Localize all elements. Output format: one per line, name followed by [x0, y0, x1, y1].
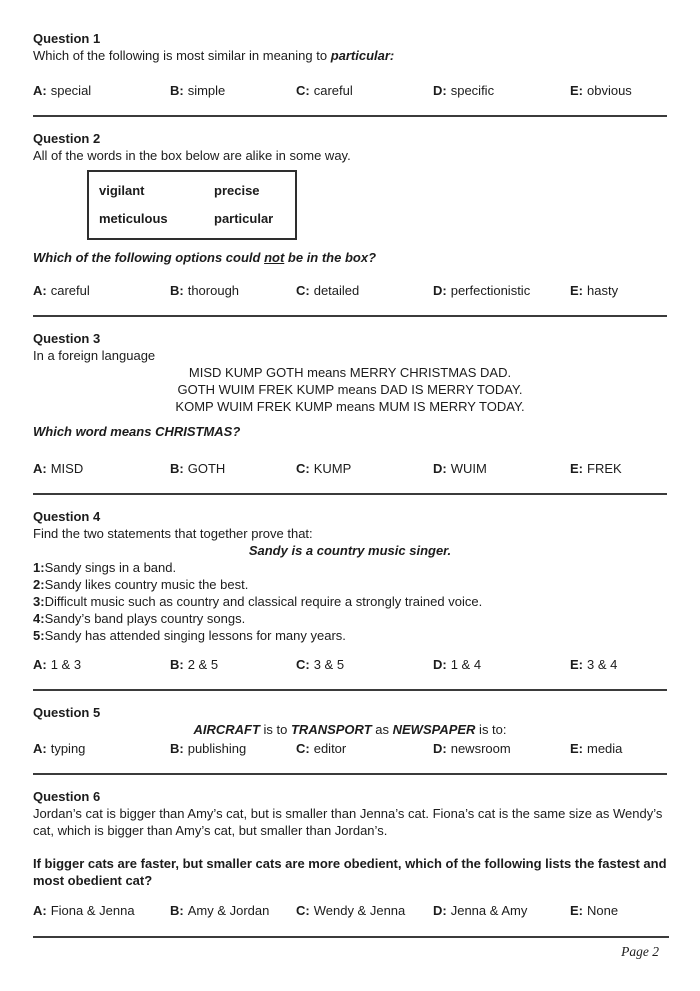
question-6 [33, 788, 667, 919]
question-2 [33, 130, 667, 317]
option-e: E: None [570, 903, 619, 918]
option-b: B: GOTH [170, 461, 226, 476]
question-2-options [33, 282, 667, 299]
box-word: precise [214, 183, 260, 198]
option-c: C: Wendy & Jenna [296, 903, 406, 918]
question-3-options [33, 460, 667, 477]
option-e: E: FREK [570, 461, 622, 476]
question-3-title: Question 3 [33, 331, 101, 346]
option-a: A: 1 & 3 [33, 657, 82, 672]
statement-4: 4:Sandy’s band plays country songs. [33, 611, 246, 626]
box-word: meticulous [99, 211, 168, 226]
underlined-word: not [264, 250, 285, 265]
option-d: D: Jenna & Amy [433, 903, 528, 918]
question-6-paragraph: Jordan’s cat is bigger than Amy’s cat, but is smaller than Jenna’s cat. Fiona’s cat is the same size as Wendy’s cat, which is bigger than Amy’s cat, but smaller than Jordan’s. [33, 806, 663, 838]
question-1 [33, 30, 667, 117]
language-clue: MISD KUMP GOTH means MERRY CHRISTMAS DAD. [188, 365, 512, 380]
language-clue: KOMP WUIM FREK KUMP means MUM IS MERRY TODAY. [175, 399, 525, 414]
option-c: C: editor [296, 741, 347, 756]
statement-2: 2:Sandy likes country music the best. [33, 577, 249, 592]
option-a: A: special [33, 83, 92, 98]
question-6-options [33, 902, 667, 919]
box-word: vigilant [99, 183, 145, 198]
option-c: C: careful [296, 83, 353, 98]
page-footer [33, 936, 669, 960]
option-e: E: hasty [570, 283, 619, 298]
option-e: E: obvious [570, 83, 632, 98]
question-5 [33, 704, 667, 775]
option-a: A: careful [33, 283, 90, 298]
question-6-title: Question 6 [33, 789, 101, 804]
option-a: A: MISD [33, 461, 84, 476]
question-6-question: If bigger cats are faster, but smaller cats are more obedient, which of the following lists the fastest and most obedient cat? [33, 856, 667, 888]
option-d: D: perfectionistic [433, 283, 531, 298]
question-2-title: Question 2 [33, 131, 101, 146]
option-a: A: typing [33, 741, 86, 756]
question-3-intro: In a foreign language [33, 348, 156, 363]
question-4-title: Question 4 [33, 509, 101, 524]
option-b: B: simple [170, 83, 226, 98]
box-word: particular [214, 211, 274, 226]
question-2-intro: All of the words in the box below are alike in some way. [33, 148, 351, 163]
option-c: C: detailed [296, 283, 360, 298]
option-d: D: specific [433, 83, 495, 98]
option-a: A: Fiona & Jenna [33, 903, 135, 918]
option-c: C: 3 & 5 [296, 657, 345, 672]
word-box [87, 170, 297, 240]
statement-5: 5:Sandy has attended singing lessons for many years. [33, 628, 346, 643]
option-d: D: newsroom [433, 741, 511, 756]
question-divider [33, 315, 667, 317]
emphasized-word: particular: [330, 48, 395, 63]
question-2-question: Which of the following options could not be in the box? [33, 250, 377, 265]
question-1-title: Question 1 [33, 31, 101, 46]
option-d: D: 1 & 4 [433, 657, 482, 672]
page-number: Page 2 [621, 944, 659, 959]
analogy-line: AIRCRAFT is to TRANSPORT as NEWSPAPER is to: [193, 722, 507, 737]
question-4-intro: Find the two statements that together prove that: [33, 526, 313, 541]
question-5-options [33, 740, 667, 757]
claim-statement: Sandy is a country music singer. [248, 543, 452, 558]
option-b: B: publishing [170, 741, 247, 756]
question-divider [33, 689, 667, 691]
option-b: B: 2 & 5 [170, 657, 219, 672]
question-divider [33, 493, 667, 495]
option-b: B: Amy & Jordan [170, 903, 270, 918]
language-clue: GOTH WUIM FREK KUMP means DAD IS MERRY TODAY. [177, 382, 523, 397]
option-e: E: 3 & 4 [570, 657, 618, 672]
question-5-title: Question 5 [33, 705, 101, 720]
option-b: B: thorough [170, 283, 240, 298]
question-1-intro: Which of the following is most similar in meaning to particular: [33, 48, 395, 63]
question-4 [33, 508, 667, 691]
question-3 [33, 330, 667, 495]
option-c: C: KUMP [296, 461, 352, 476]
statement-1: 1:Sandy sings in a band. [33, 560, 177, 575]
option-e: E: media [570, 741, 623, 756]
question-divider [33, 115, 667, 117]
option-d: D: WUIM [433, 461, 487, 476]
question-4-options [33, 656, 667, 673]
statement-3: 3:Difficult music such as country and classical require a strongly trained voice. [33, 594, 483, 609]
question-divider [33, 773, 667, 775]
question-1-options [33, 82, 667, 99]
question-3-question: Which word means CHRISTMAS? [33, 424, 241, 439]
